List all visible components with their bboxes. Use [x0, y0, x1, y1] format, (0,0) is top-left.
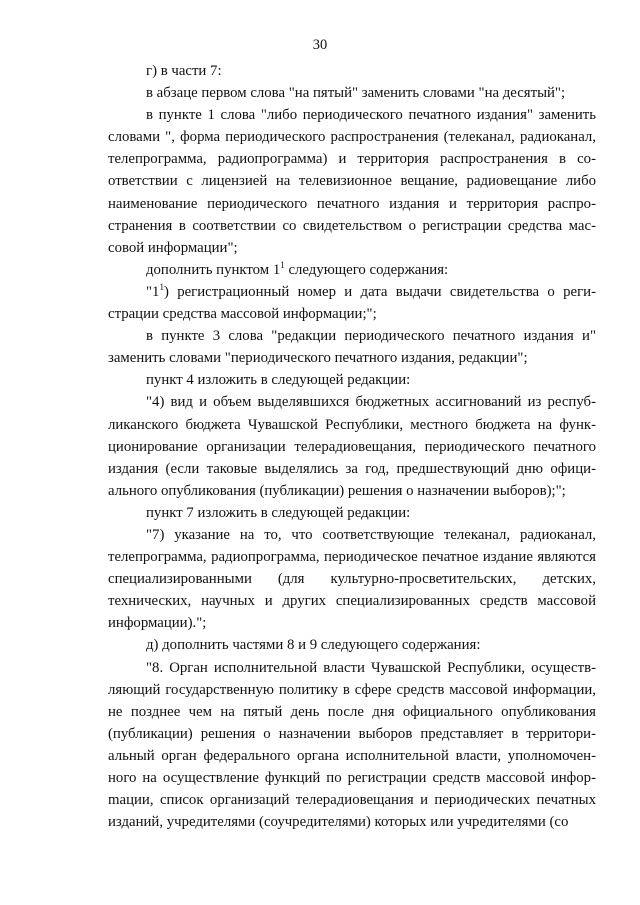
paragraph-item-1-amendment: в пункте 1 слова "либо периодического печатного издания" заменить словами ", форма периодического распространения (телеканал, радиоканал, телепрограмма, радиопрограмма) и территория распространения в соответствии с лицензией на телевизионное вещание, радиовещание либо наименование периодического печатного издания и территория распространения в соответствии со свидетельством о регистрации средства массовой информации";: [108, 107, 596, 256]
paragraph-item-7-text: "7) указание на то, что соответствующие телеканал, радиоканал, телепрограмма, радиопрограмма, периодическое печатное издание являются специализированными (для культурно-просветительских, детских, технических, научных и других специализированных средств массовой информации).";: [108, 526, 596, 632]
document-body: [108, 60, 596, 833]
paragraph-item-4-heading: пункт 4 изложить в следующей редакции:: [146, 372, 411, 389]
paragraph-add-item-1-1: [108, 259, 596, 281]
paragraph-part-7-heading: г) в части 7:: [146, 63, 222, 79]
paragraph-item-1-1-after: ) регистрационный номер и дата выдачи свидетельства о регистрации средства массовой информации;";: [108, 283, 596, 323]
paragraph-add-item-1-1-after: следующего содержания:: [284, 261, 449, 278]
paragraph-first-indent-amendment: в абзаце первом слова "на пятый" заменить словами "на десятый";: [146, 85, 566, 102]
paragraph-add-item-1-1-before: дополнить пунктом 1: [146, 261, 281, 278]
superscript-1: 1: [280, 259, 285, 270]
paragraph-item-3-amendment: в пункте 3 слова "редакции периодического печатного издания и" заменить словами "периодического печатного издания, редакции";: [108, 328, 596, 367]
paragraph-item-1-1-text: [108, 281, 596, 325]
paragraph-item-4-text: "4) вид и объем выделявшихся бюджетных ассигнований из республиканского бюджета Чувашской Республики, местного бюджета на функционирование организации телерадиовещания, периодического печатного издания (если таковые выделялись за год, предшествующий дню официального опубликования (публикации) решения о назначении выборов);";: [108, 394, 596, 499]
page-number: 30: [312, 37, 328, 53]
paragraph-item-1-1-before: "1: [146, 283, 160, 300]
superscript-1: 1: [159, 281, 164, 292]
paragraph-parts-8-9-heading: д) дополнить частями 8 и 9 следующего содержания:: [146, 637, 481, 654]
paragraph-item-7-heading: пункт 7 изложить в следующей редакции:: [146, 504, 411, 521]
paragraph-part-8-text: "8. Орган исполнительной власти Чувашской Республики, осуществляющий государственную политику в сфере средств массовой информации, не позднее чем на пятый день после дня официального опубликования (публикации) решения о назначении выборов представляет в территориальный орган федерального органа исполнительной власти, уполномоченного на осуществление функций по регистрации средств массовой инфорmации, список организаций телерадиовещания и периодических печатных изданий, учредителями (соучредителями) которых или учредителями (со: [108, 659, 596, 831]
